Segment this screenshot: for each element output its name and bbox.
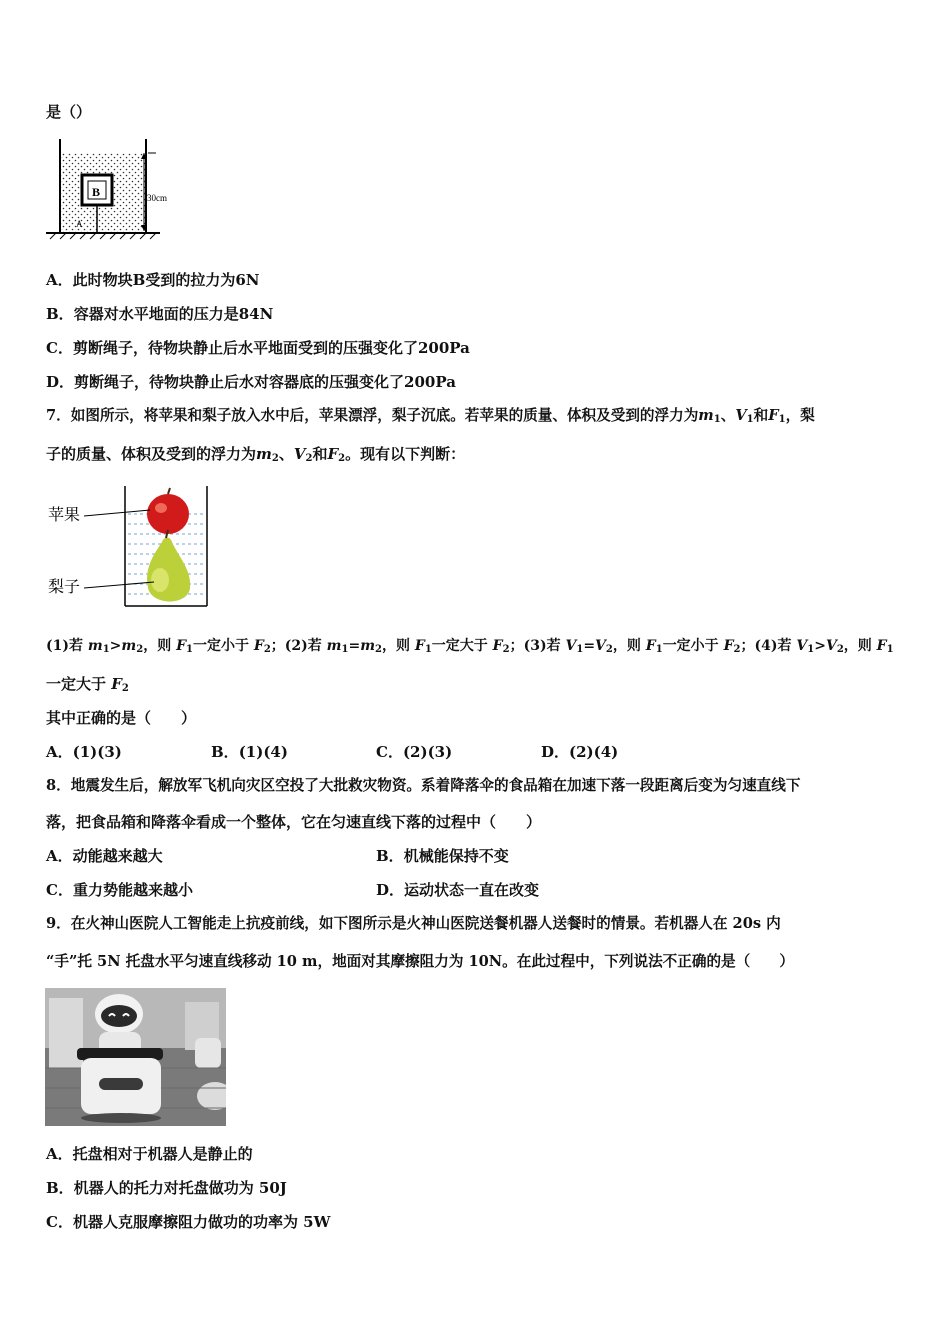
q6-depth-label: 30cm bbox=[147, 193, 167, 203]
q9-option-c: C．机器人克服摩擦阻力做功的功率为 5W bbox=[46, 1213, 331, 1231]
q6-container-figure bbox=[44, 135, 184, 247]
q7-fruit-beaker-figure bbox=[44, 484, 214, 612]
q9-stem-line2: “手”托 5N 托盘水平匀速直线移动 10 m，地面对其摩擦阻力为 10N。在此过程中，下列说法不正确的是（ ） bbox=[46, 953, 795, 970]
q9-robot-photo bbox=[45, 988, 226, 1126]
q8-stem-line1: 8．地震发生后，解放军飞机向灾区空投了大批救灾物资。系着降落伞的食品箱在加速下落一段距离后变为匀速直线下 bbox=[46, 777, 801, 794]
q9-option-b: B．机器人的托力对托盘做功为 50J bbox=[46, 1179, 287, 1197]
q9-stem-line1: 9．在火神山医院人工智能走上抗疫前线，如下图所示是火神山医院送餐机器人送餐时的情景。若机器人在 20s 内 bbox=[46, 915, 781, 932]
q7-ask: 其中正确的是（ ） bbox=[46, 709, 197, 727]
q7-judgements-line2: 一定大于 $F_2$ bbox=[46, 675, 129, 694]
q6-stem-tail: 是（） bbox=[46, 103, 92, 121]
q7-option-d: D．(2)(4) bbox=[541, 743, 619, 761]
q7-stem-line2: 子的质量、体积及受到的浮力为$m_2$、$V_2$和$F_2$。现有以下判断： bbox=[46, 445, 466, 464]
q8-stem-line2: 落，把食品箱和降落伞看成一个整体，它在匀速直线下落的过程中（ ） bbox=[46, 813, 542, 831]
q7-option-a: A．(1)(3) bbox=[46, 743, 122, 761]
q6-option-c: C．剪断绳子，待物块静止后水平地面受到的压强变化了200Pa bbox=[46, 339, 470, 357]
q6-option-a: A．此时物块B受到的拉力为6N bbox=[46, 271, 260, 289]
q7-judgements-line1: (1)若 $m_1>m_2$，则 $F_1$一定小于 $F_2$；(2)若 $m_1=m_2$，则 $F_1$一定大于 $F_2$；(3)若 $V_1=V_2$，则 $F_1$一定小于 $F_2$；(4)若 $V_1>V_2$，则 $F_1$ bbox=[46, 638, 894, 655]
pear-label: 梨子 bbox=[48, 577, 81, 596]
q7-option-b: B．(1)(4) bbox=[211, 743, 288, 761]
q8-option-a: A．动能越来越大 bbox=[46, 847, 163, 865]
svg-text:A: A bbox=[76, 219, 83, 229]
q8-option-d: D．运动状态一直在改变 bbox=[376, 881, 540, 899]
q7-stem-line1: 7．如图所示，将苹果和梨子放入水中后，苹果漂浮，梨子沉底。若苹果的质量、体积及受到的浮力为$m_1$、$V_1$和$F_1$，梨 bbox=[46, 407, 815, 425]
q6-option-b: B．容器对水平地面的压力是84N bbox=[46, 305, 274, 323]
q9-option-a: A．托盘相对于机器人是静止的 bbox=[46, 1145, 253, 1163]
q6-block-label: B bbox=[92, 185, 101, 199]
q6-option-d: D．剪断绳子，待物块静止后水对容器底的压强变化了200Pa bbox=[46, 373, 456, 391]
apple-label: 苹果 bbox=[48, 505, 81, 524]
q8-option-b: B．机械能保持不变 bbox=[376, 847, 509, 865]
q7-option-c: C．(2)(3) bbox=[376, 743, 453, 761]
q8-option-c: C．重力势能越来越小 bbox=[46, 881, 193, 899]
